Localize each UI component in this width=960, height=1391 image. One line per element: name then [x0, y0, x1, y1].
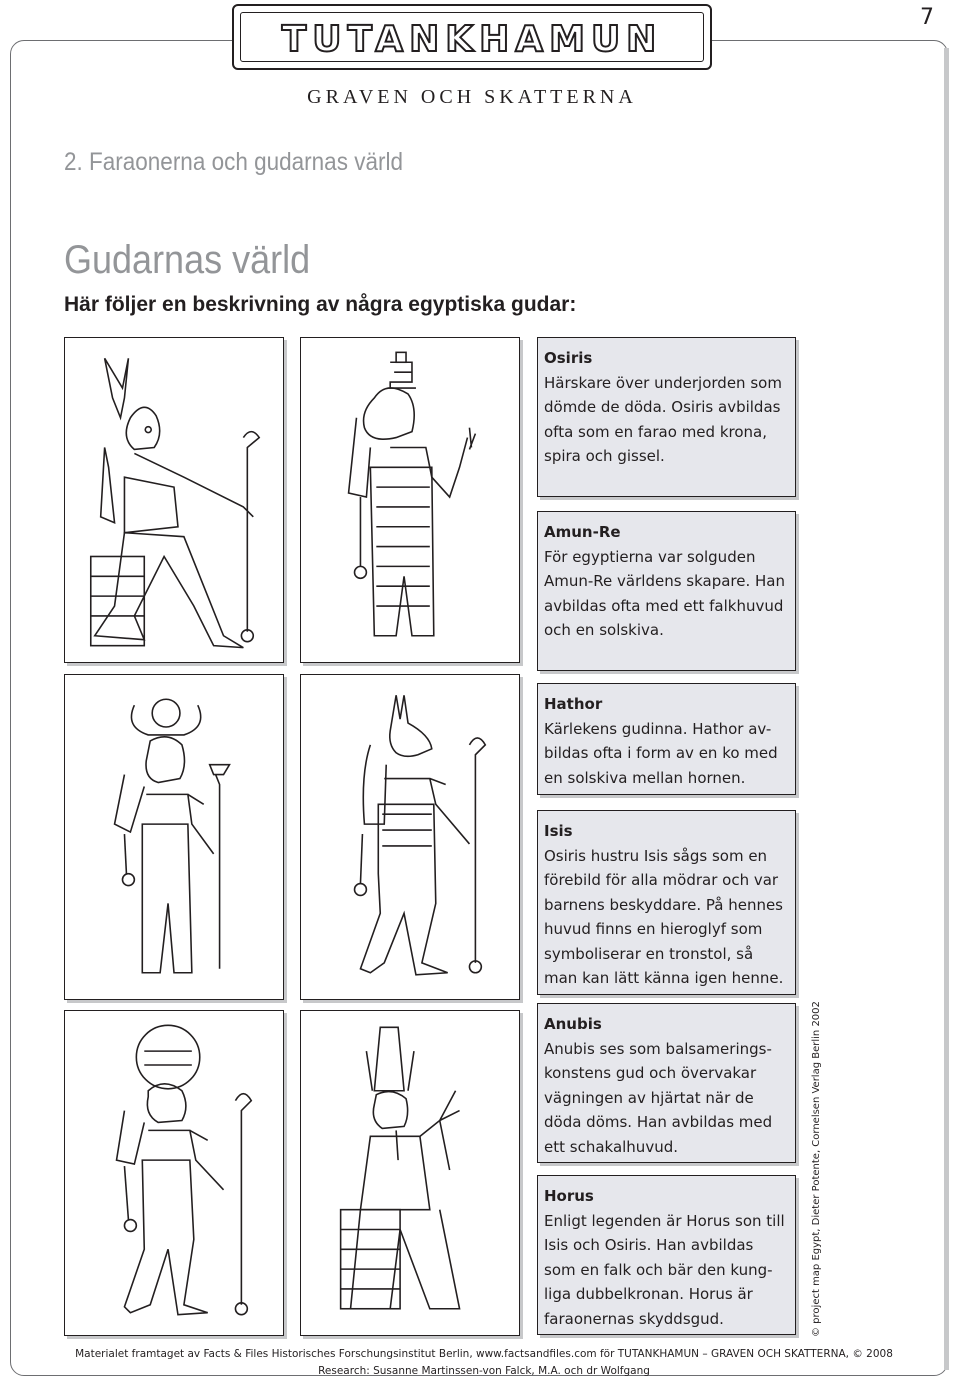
page-title: Gudarnas värld [64, 238, 311, 282]
god-name: Osiris [544, 349, 593, 367]
section-title: 2. Faraonerna och gudarnas värld [64, 148, 403, 176]
footer-line-1: Materialet framtaget av Facts & Files Historisches Forschungsinstitut Berlin, www.factsandfiles.com för TUTANKHAMUN – GRAVEN OCH SKATTERNA, © 2008 [75, 1348, 893, 1360]
figure-horus [64, 1010, 284, 1336]
god-name: Isis [544, 822, 573, 840]
horus-illustration [65, 1011, 283, 1335]
figure-isis [300, 337, 520, 663]
god-card-hathor [537, 683, 796, 795]
logo-title: TUTANKHAMUN [281, 19, 663, 60]
figure-amun-re [64, 337, 284, 663]
god-card-amun-re [537, 511, 796, 671]
page-number: 7 [920, 5, 934, 30]
god-description: Osiris hustru Isis sågs som en förebild för alla mödrar och var barnens beskyddare. På hennes huvud finns en hieroglyf som symboliserar en tronstol, så man kan lätt känna igen henne. [544, 846, 784, 987]
tutankhamun-logo [232, 4, 712, 70]
god-card-osiris [537, 337, 796, 497]
god-description: Härskare över underjorden som dömde de döda. Osiris avbildas ofta som en farao med krona, spira och gissel. [544, 373, 782, 465]
figure-anubis [300, 674, 520, 1000]
god-name: Amun-Re [544, 523, 621, 541]
anubis-illustration [301, 675, 519, 999]
god-description: Enligt legenden är Horus son till Isis och Osiris. Han avbildas som en falk och bär den kung-liga dubbelkronan. Horus är faraonernas skyddsgud. [544, 1211, 785, 1328]
hathor-illustration [65, 675, 283, 999]
god-description: Anubis ses som balsamerings-konstens gud och övervakar vägningen av hjärtat när de döda döms. Han avbildas med ett schakalhuvud. [544, 1039, 773, 1156]
god-description: Kärlekens gudinna. Hathor av-bildas ofta i form av en ko med en solskiva mellan hornen. [544, 719, 778, 787]
isis-illustration [301, 338, 519, 662]
figure-hathor [64, 674, 284, 1000]
osiris-illustration [301, 1011, 519, 1335]
god-card-anubis [537, 1003, 796, 1163]
god-card-isis [537, 810, 796, 995]
god-card-horus [537, 1175, 796, 1335]
god-name: Hathor [544, 695, 603, 713]
logo-subtitle: GRAVEN OCH SKATTERNA [307, 86, 637, 108]
figure-osiris [300, 1010, 520, 1336]
page-subtitle: Här följer en beskrivning av några egyptiska gudar: [64, 293, 577, 316]
god-name: Horus [544, 1187, 594, 1205]
god-description: För egyptierna var solguden Amun-Re världens skapare. Han avbildas ofta med ett falkhuvud och en solskiva. [544, 547, 786, 639]
footer-line-2: Research: Susanne Martinssen-von Falck, M.A. och dr Wolfgang [318, 1365, 650, 1377]
footer [64, 1346, 904, 1380]
image-copyright: © project map Egypt, Dieter Potente, Cornelsen Verlag Berlin 2002 [811, 1001, 822, 1337]
god-name: Anubis [544, 1015, 602, 1033]
amun-re-illustration [65, 338, 283, 662]
page-frame-shadow [944, 48, 949, 1370]
